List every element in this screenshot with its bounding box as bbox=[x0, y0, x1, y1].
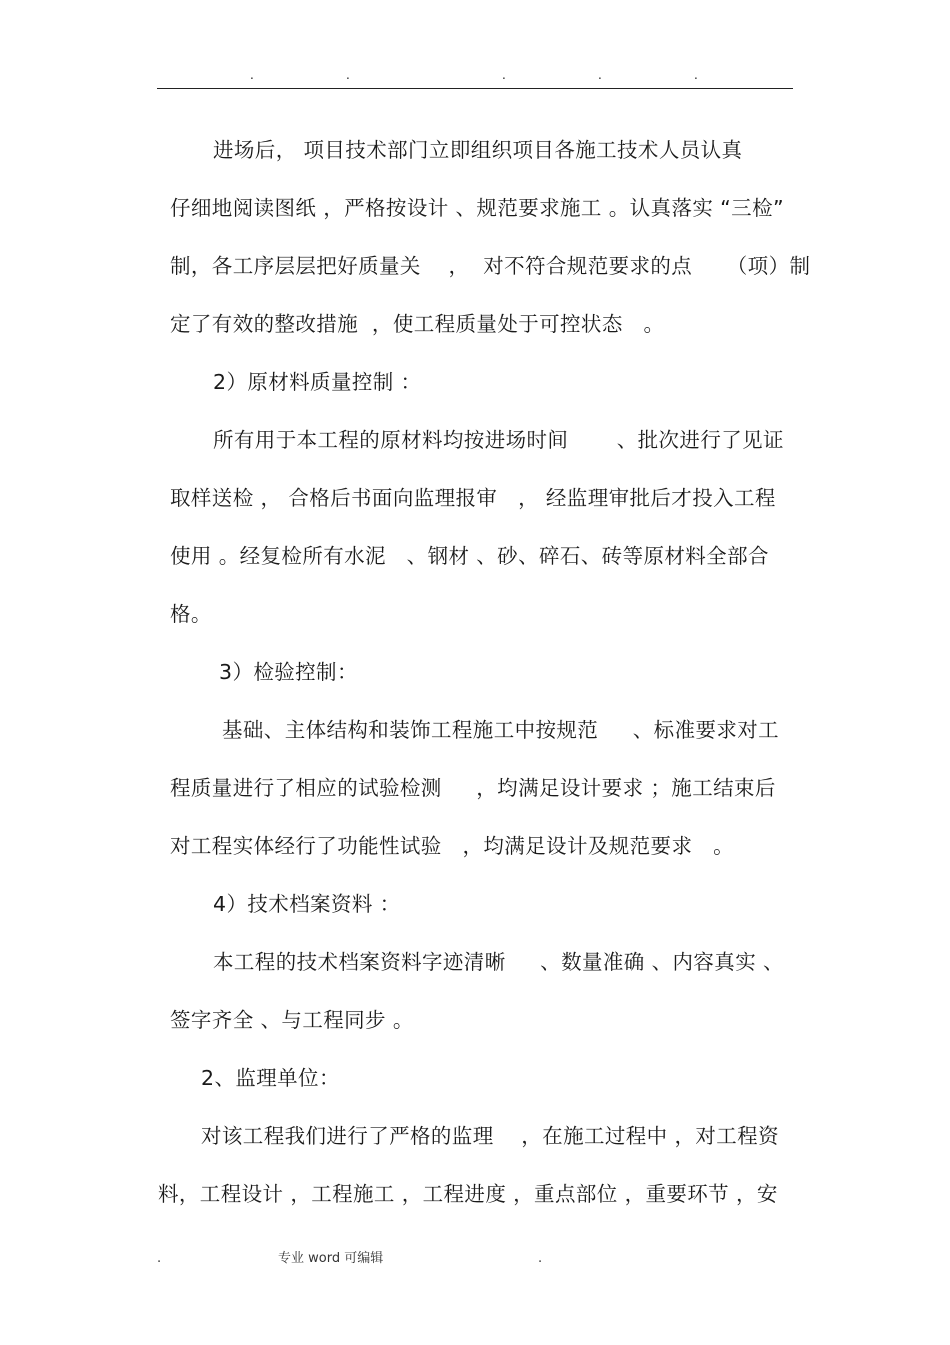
header-dot: . bbox=[598, 68, 602, 82]
text-line: 使用 。经复检所有水泥 、钢材 、砂、碎石、砖等原材料全部合 bbox=[170, 544, 769, 568]
text-line: 格。 bbox=[170, 602, 212, 626]
text-line: 基础、主体结构和装饰工程施工中按规范 、标准要求对工 bbox=[222, 718, 780, 742]
footer-dot: . bbox=[157, 1251, 162, 1266]
text-line: 料，工程设计 ，工程施工 ，工程进度 ，重点部位 ，重要环节 ，安 bbox=[158, 1182, 778, 1206]
text-line: 对该工程我们进行了严格的监理 ，在施工过程中 ，对工程资 bbox=[201, 1124, 779, 1148]
text-line: 制，各工序层层把好质量关 ， 对不符合规范要求的点 （项）制 bbox=[170, 254, 811, 278]
section-heading: 2）原材料质量控制 ： bbox=[213, 370, 422, 394]
footer-label: 专业 word 可编辑 bbox=[278, 1251, 384, 1266]
text-line: 所有用于本工程的原材料均按进场时间 、批次进行了见证 bbox=[213, 428, 784, 452]
header-dot: . bbox=[694, 68, 698, 82]
section-heading: 3）检验控制： bbox=[219, 660, 358, 684]
text-line: 程质量进行了相应的试验检测 ，均满足设计要求 ；施工结束后 bbox=[170, 776, 776, 800]
text-line: 取样送检 ， 合格后书面向监理报审 ， 经监理审批后才投入工程 bbox=[170, 486, 776, 510]
section-heading: 4）技术档案资料 ： bbox=[213, 892, 401, 916]
header-dot: . bbox=[346, 68, 350, 82]
header-rule bbox=[157, 88, 793, 89]
text-line: 定了有效的整改措施 ，使工程质量处于可控状态 。 bbox=[170, 312, 665, 336]
footer-dot: . bbox=[538, 1251, 543, 1266]
text-line: 仔细地阅读图纸 ，严格按设计 、规范要求施工 。认真落实 “三检” bbox=[170, 196, 785, 220]
text-line: 进场后， 项目技术部门立即组织项目各施工技术人员认真 bbox=[213, 138, 743, 162]
header-dot: . bbox=[502, 68, 506, 82]
text-line: 签字齐全 、与工程同步 。 bbox=[170, 1008, 414, 1032]
section-heading: 2、监理单位： bbox=[201, 1066, 340, 1090]
text-line: 本工程的技术档案资料字迹清晰 、数量准确 、内容真实 、 bbox=[213, 950, 784, 974]
text-line: 对工程实体经行了功能性试验 ，均满足设计及规范要求 。 bbox=[170, 834, 734, 858]
header-dot: . bbox=[250, 68, 254, 82]
